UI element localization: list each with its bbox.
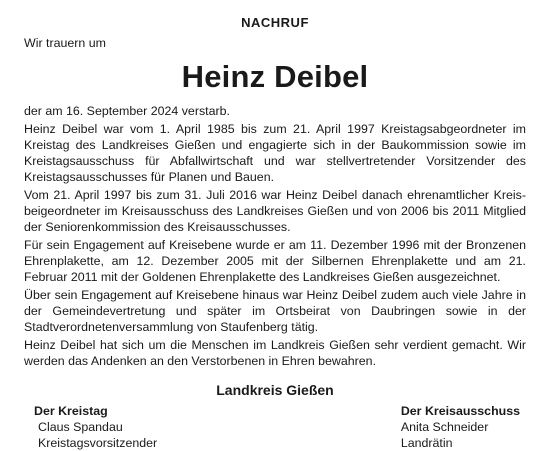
paragraph-gemeinde: Über sein Engagement auf Kreisebene hinaus war Heinz Deibel zudem auch viele Jahre in der Gemeindevertretung und später im Ortsbeirat von Daubringen sowie in der Stadtverordnetenversammlung von Staufenberg tätig.	[24, 288, 526, 334]
notice-heading: NACHRUF	[241, 15, 309, 30]
signature-role: Kreistagsvorsitzender	[38, 436, 158, 450]
deceased-name: Heinz Deibel	[181, 59, 369, 94]
signature-organization: Der Kreisausschuss	[400, 404, 520, 418]
paragraph-closing: Heinz Deibel hat sich um die Menschen im Landkreis Gießen sehr verdient gemacht. Wir werden das Andenken an den Verstorbenen in Ehren bewahren.	[24, 338, 526, 368]
signature-role: Landrätin	[400, 436, 453, 450]
institution-name: Landkreis Gießen	[216, 382, 334, 398]
signatures	[24, 403, 520, 451]
signature-person: Anita Schneider	[400, 420, 489, 434]
signature-person: Claus Spandau	[38, 420, 123, 434]
intro-text: Wir trauern um	[24, 36, 106, 50]
death-date-text: der am 16. September 2024 verstarb.	[24, 104, 230, 118]
paragraph-ehrenplakette: Für sein Engagement auf Kreisebene wurde er am 11. Dezember 1996 mit der Bronzenen Ehrenplakette, am 12. Dezember 2005 mit der Silbernen Ehrenplakette und am 21. Februar 2011 mit der Goldenen Ehrenplakette des Landkreises Gießen ausgezeichnet.	[24, 238, 526, 284]
paragraph-kreistag: Heinz Deibel war vom 1. April 1985 bis zum 21. April 1997 Kreistagsabgeordneter im Kreistag des Landkreises Gießen und engagierte sich in der Baukommission sowie im Kreistagsausschuss für Abfallwirtschaft und war stellvertretender Vorsitzender des Kreistagsausschusses für Planen und Bauen.	[24, 122, 526, 184]
paragraph-kreisausschuss: Vom 21. April 1997 bis zum 31. Juli 2016 war Heinz Deibel danach ehrenamtlicher Kreisbeigeordneter im Kreisausschuss des Landkreises Gießen und von 2006 bis 2011 Mitglied der Seniorenkommission des Kreisausschusses.	[24, 188, 526, 234]
signature-organization: Der Kreistag	[34, 404, 108, 418]
signature-kreistag	[34, 403, 157, 451]
signature-kreisausschuss	[401, 403, 520, 451]
